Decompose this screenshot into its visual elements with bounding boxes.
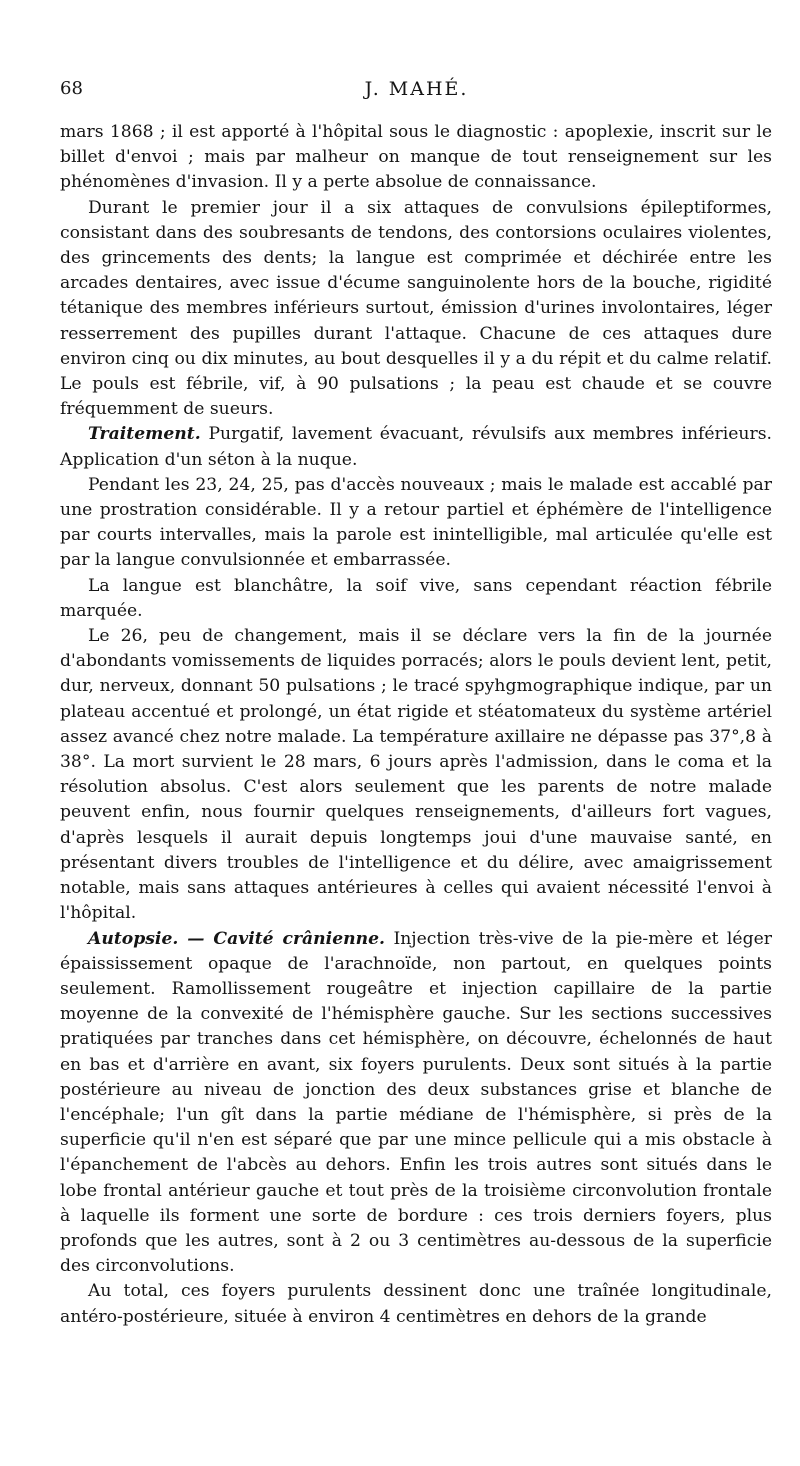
paragraph: Autopsie. — Cavité crânienne. Injection très-vive de la pie-mère et léger épaississement opaque de l'arachnoïde, non partout, en quelques points seulement. Ramollissement rougeâtre et injection capillaire de la partie moyenne de la convexité de l'hémisphère gauche. Sur les sections successives pratiquées par tranches dans cet hémisphère, on découvre, échelonnés de haut en bas et d'arrière en avant, six foyers purulents. Deux sont situés à la partie postérieure au niveau de jonction des deux substances grise et blanche de l'encéphale; l'un gît dans la partie médiane de l'hémisphère, si près de la superficie qu'il n'en est séparé que par une mince pellicule qui a mis obstacle à l'épanchement de l'abcès au dehors. Enfin les trois autres sont situés dans le lobe frontal antérieur gauche et tout près de la troisième circonvolution frontale à laquelle ils forment une sorte de bordure : ces trois derniers foyers, plus profonds que les autres, sont à 2 ou 3 centimètres au-dessous de la superficie des circonvolutions. [60,928,772,1277]
page-header [60,74,773,104]
paragraph: Le 26, peu de changement, mais il se déclare vers la fin de la journée d'abondants vomissements de liquides porracés; alors le pouls devient lent, petit, dur, nerveux, donnant 50 pulsations ; le tracé spyhgmographique indique, par un plateau accentué et prolongé, un état rigide et stéatomateux du système artériel assez avancé chez notre malade. La température axillaire ne dépasse pas 37°,8 à 38°. La mort survient le 28 mars, 6 jours après l'admission, dans le coma et la résolution absolus. C'est alors seulement que les parents de notre malade peuvent enfin, nous fournir quelques renseignements, d'ailleurs fort vagues, d'après lesquels il aurait depuis longtemps joui d'une mauvaise santé, en présentant divers troubles de l'intelligence et du délire, avec amaigrissement notable, mais sans attaques antérieures à celles qui avaient nécessité l'envoi à l'hôpital. [60,626,772,924]
paragraph: Durant le premier jour il a six attaques de convulsions épileptiformes, consistant dans des soubresants de tendons, des contorsions oculaires violentes, des grincements des dents; la langue est comprimée et déchirée entre les arcades dentaires, avec issue d'écume sanguinolente hors de la bouche, rigidité tétanique des membres inférieurs surtout, émission d'urines involontaires, léger resserrement des pupilles durant l'attaque. Chacune de ces attaques dure environ cinq ou dix minutes, au bout desquelles il y a du répit et du calme relatif. Le pouls est fébrile, vif, à 90 pulsations ; la peau est chaude et se couvre fréquemment de sueurs. [60,197,772,420]
page-number: 68 [60,78,83,99]
paragraph: mars 1868 ; il est apporté à l'hôpital sous le diagnostic : apoplexie, inscrit sur le billet d'envoi ; mais par malheur on manque de tout renseignement sur les phénomènes d'invasion. Il y a perte absolue de connaissance. [60,122,772,193]
body-text [60,120,772,1330]
paragraph-lead: Traitement. [88,424,201,445]
paragraph: Traitement. Purgatif, lavement évacuant, révulsifs aux membres inférieurs. Application d'un séton à la nuque. [60,424,772,470]
paragraph: La langue est blanchâtre, la soif vive, sans cependant réaction fébrile marquée. [60,575,772,621]
paragraph: Au total, ces foyers purulents dessinent donc une traînée longitudinale, antéro-postérieure, située à environ 4 centimètres en dehors de la grande [60,1281,772,1327]
paragraph: Pendant les 23, 24, 25, pas d'accès nouveaux ; mais le malade est accablé par une prostration considérable. Il y a retour partiel et éphémère de l'intelligence par courts intervalles, mais la parole est inintelligible, mal articulée qu'elle est par la langue convulsionnée et embarrassée. [60,474,772,571]
paragraph-lead: Autopsie. — Cavité crânienne. [88,928,386,949]
running-title: J. MAHÉ. [364,78,469,100]
